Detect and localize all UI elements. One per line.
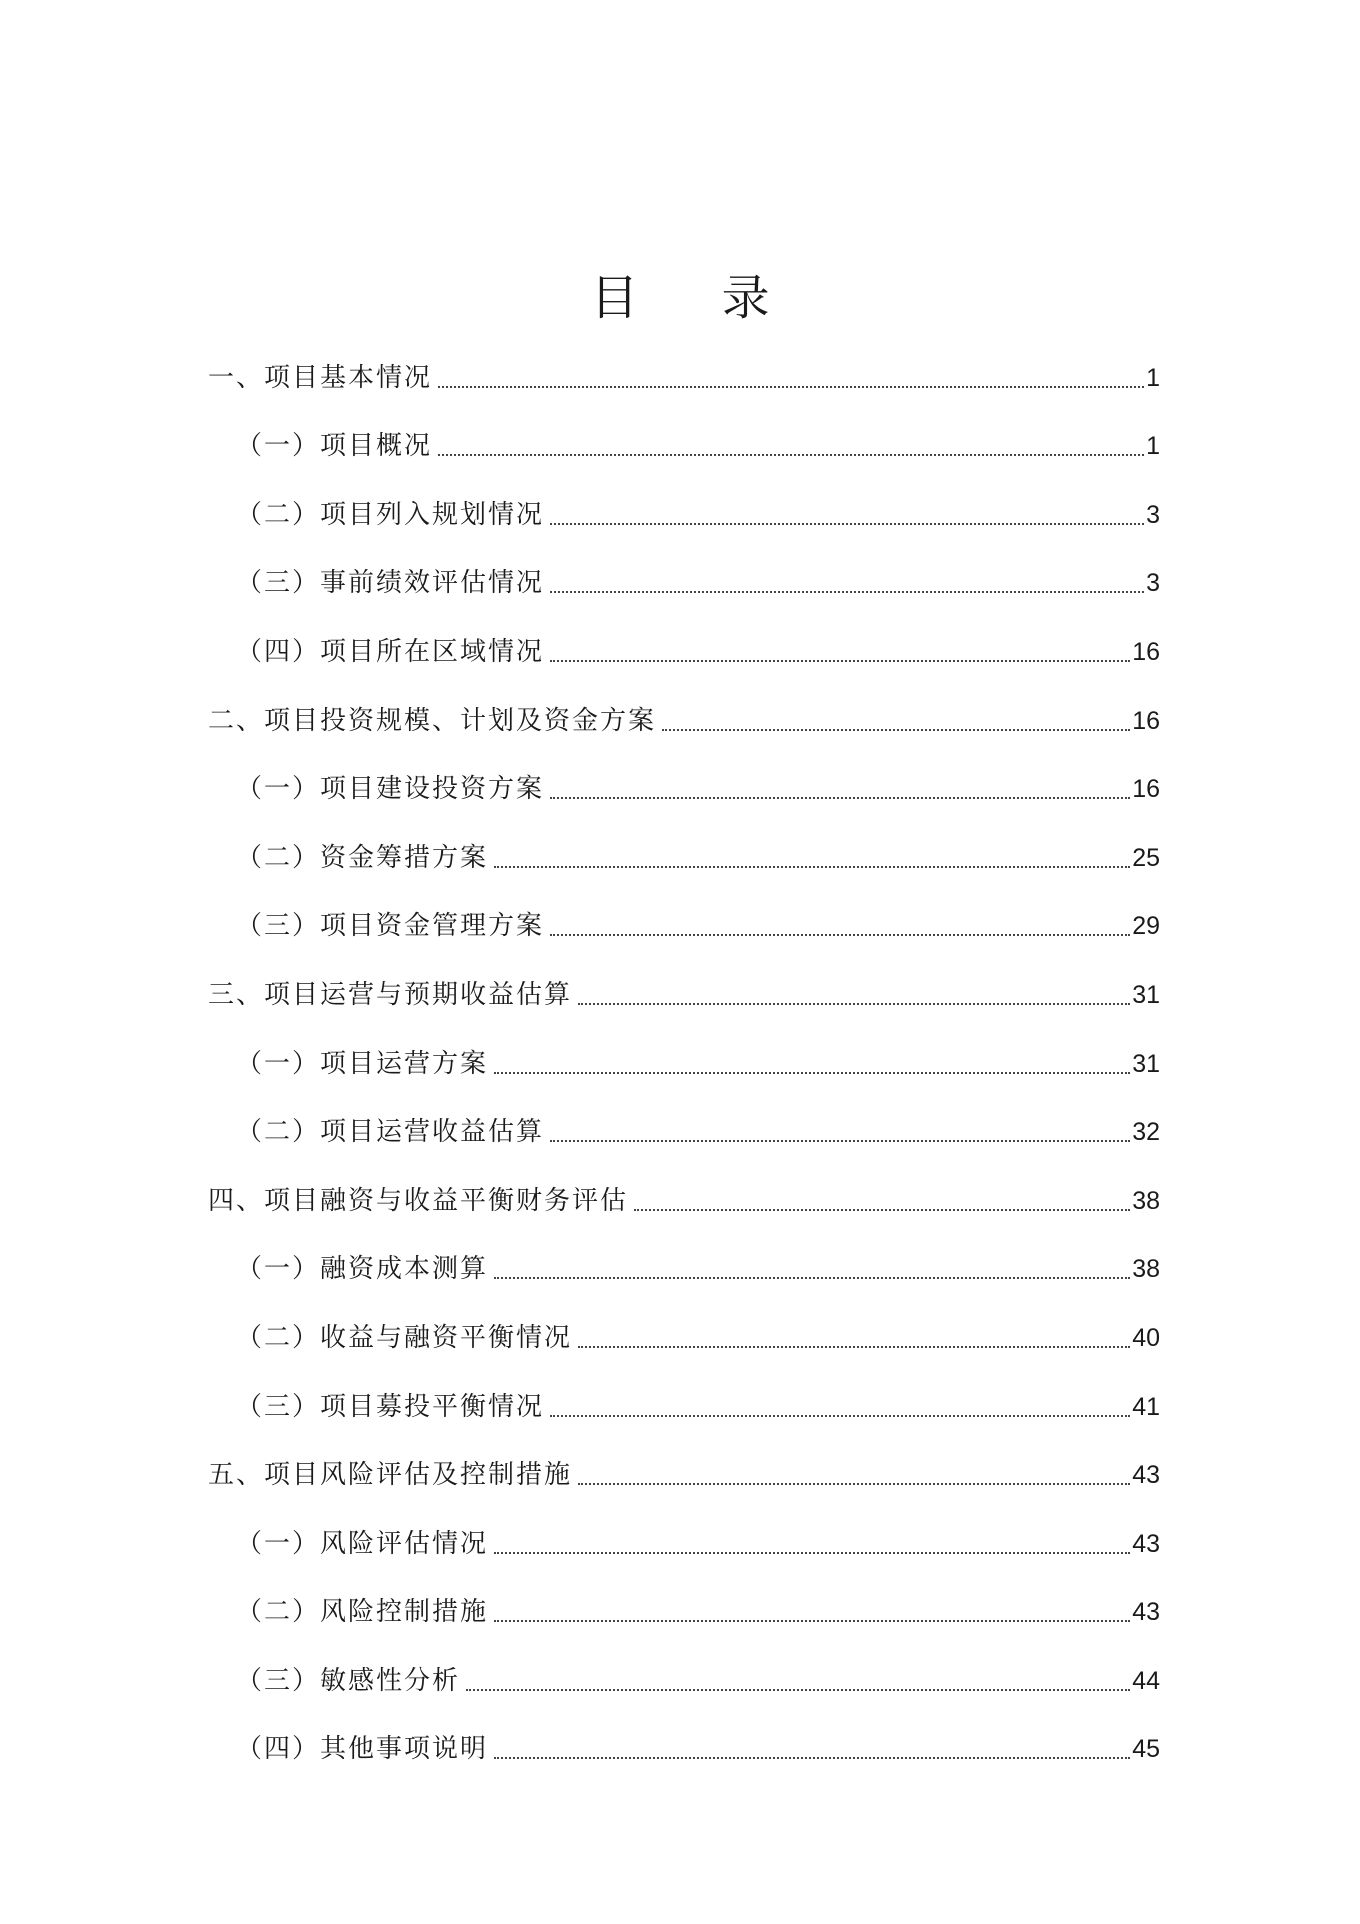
toc-page-number: 40 bbox=[1132, 1323, 1160, 1352]
toc-page-number: 16 bbox=[1132, 637, 1160, 666]
toc-entry-label: （一）融资成本测算 bbox=[236, 1254, 489, 1285]
toc-dot-leader bbox=[494, 866, 1130, 868]
toc-section-entry[interactable] bbox=[208, 1159, 1160, 1228]
toc-entry-label: （一）项目建设投资方案 bbox=[236, 774, 545, 805]
toc-dot-leader bbox=[494, 1072, 1130, 1074]
toc-section-entry[interactable] bbox=[208, 336, 1160, 405]
toc-page-number: 3 bbox=[1146, 569, 1160, 598]
toc-page-number: 43 bbox=[1132, 1598, 1160, 1627]
toc-dot-leader bbox=[494, 1620, 1130, 1622]
toc-page-number: 3 bbox=[1146, 500, 1160, 529]
toc-dot-leader bbox=[494, 1757, 1130, 1759]
toc-page-number: 44 bbox=[1132, 1666, 1160, 1695]
toc-subsection-entry[interactable] bbox=[208, 1228, 1160, 1297]
toc-entry-label: （三）敏感性分析 bbox=[236, 1665, 461, 1696]
toc-page-number: 1 bbox=[1146, 363, 1160, 392]
toc-page-number: 1 bbox=[1146, 432, 1160, 461]
toc-entry-label: （一）项目运营方案 bbox=[236, 1048, 489, 1079]
toc-dot-leader bbox=[578, 1346, 1130, 1348]
toc-page-number: 31 bbox=[1132, 1049, 1160, 1078]
toc-dot-leader bbox=[662, 729, 1130, 731]
toc-entry-label: 一、项目基本情况 bbox=[208, 362, 433, 393]
toc-subsection-entry[interactable] bbox=[208, 885, 1160, 954]
toc-subsection-entry[interactable] bbox=[208, 1091, 1160, 1160]
toc-entry-label: 五、项目风险评估及控制措施 bbox=[208, 1460, 573, 1491]
toc-dot-leader bbox=[550, 797, 1130, 799]
toc-dot-leader bbox=[550, 1140, 1130, 1142]
toc-entry-label: （三）项目资金管理方案 bbox=[236, 911, 545, 942]
toc-page-number: 43 bbox=[1132, 1461, 1160, 1490]
toc-entry-label: 四、项目融资与收益平衡财务评估 bbox=[208, 1185, 629, 1216]
toc-entry-label: （三）项目募投平衡情况 bbox=[236, 1391, 545, 1422]
toc-dot-leader bbox=[438, 386, 1144, 388]
toc-entry-label: （二）项目列入规划情况 bbox=[236, 499, 545, 530]
toc-subsection-entry[interactable] bbox=[208, 1571, 1160, 1640]
toc-entry-label: （四）项目所在区域情况 bbox=[236, 636, 545, 667]
toc-dot-leader bbox=[494, 1277, 1130, 1279]
toc-dot-leader bbox=[466, 1689, 1130, 1691]
toc-page-number: 29 bbox=[1132, 912, 1160, 941]
toc-entry-label: （二）资金筹措方案 bbox=[236, 842, 489, 873]
toc-subsection-entry[interactable] bbox=[208, 405, 1160, 474]
toc-subsection-entry[interactable] bbox=[208, 1296, 1160, 1365]
toc-entry-label: （二）收益与融资平衡情况 bbox=[236, 1322, 573, 1353]
toc-subsection-entry[interactable] bbox=[208, 610, 1160, 679]
toc-subsection-entry[interactable] bbox=[208, 1502, 1160, 1571]
toc-subsection-entry[interactable] bbox=[208, 816, 1160, 885]
toc-page-number: 31 bbox=[1132, 980, 1160, 1009]
toc-dot-leader bbox=[550, 523, 1144, 525]
toc-subsection-entry[interactable] bbox=[208, 1708, 1160, 1777]
toc-title: 目 录 bbox=[590, 270, 804, 327]
toc-section-entry[interactable] bbox=[208, 953, 1160, 1022]
toc-subsection-entry[interactable] bbox=[208, 473, 1160, 542]
toc-subsection-entry[interactable] bbox=[208, 1022, 1160, 1091]
toc-dot-leader bbox=[578, 1483, 1130, 1485]
toc-entry-label: （三）事前绩效评估情况 bbox=[236, 568, 545, 599]
toc-section-entry[interactable] bbox=[208, 1434, 1160, 1503]
toc-subsection-entry[interactable] bbox=[208, 542, 1160, 611]
toc-page-number: 16 bbox=[1132, 706, 1160, 735]
toc-page-number: 25 bbox=[1132, 843, 1160, 872]
toc-page-number: 45 bbox=[1132, 1735, 1160, 1764]
toc-section-entry[interactable] bbox=[208, 679, 1160, 748]
toc-page-number: 41 bbox=[1132, 1392, 1160, 1421]
toc-dot-leader bbox=[550, 660, 1130, 662]
toc-page-number: 32 bbox=[1132, 1118, 1160, 1147]
toc-page-number: 38 bbox=[1132, 1255, 1160, 1284]
toc-dot-leader bbox=[550, 1415, 1130, 1417]
toc-entry-label: 二、项目投资规模、计划及资金方案 bbox=[208, 705, 657, 736]
toc-page-number: 43 bbox=[1132, 1529, 1160, 1558]
toc-dot-leader bbox=[634, 1209, 1130, 1211]
toc-subsection-entry[interactable] bbox=[208, 748, 1160, 817]
toc-subsection-entry[interactable] bbox=[208, 1639, 1160, 1708]
toc-entry-label: （二）风险控制措施 bbox=[236, 1597, 489, 1628]
toc-dot-leader bbox=[550, 934, 1130, 936]
toc-entry-label: 三、项目运营与预期收益估算 bbox=[208, 979, 573, 1010]
toc-entry-label: （二）项目运营收益估算 bbox=[236, 1117, 545, 1148]
toc-dot-leader bbox=[494, 1552, 1130, 1554]
toc-entry-label: （一）风险评估情况 bbox=[236, 1528, 489, 1559]
toc-subsection-entry[interactable] bbox=[208, 1365, 1160, 1434]
table-of-contents bbox=[208, 336, 1160, 1776]
toc-page-number: 38 bbox=[1132, 1186, 1160, 1215]
toc-entry-label: （一）项目概况 bbox=[236, 431, 433, 462]
toc-page-number: 16 bbox=[1132, 775, 1160, 804]
toc-dot-leader bbox=[550, 591, 1144, 593]
toc-dot-leader bbox=[438, 454, 1144, 456]
toc-dot-leader bbox=[578, 1003, 1130, 1005]
toc-entry-label: （四）其他事项说明 bbox=[236, 1734, 489, 1765]
